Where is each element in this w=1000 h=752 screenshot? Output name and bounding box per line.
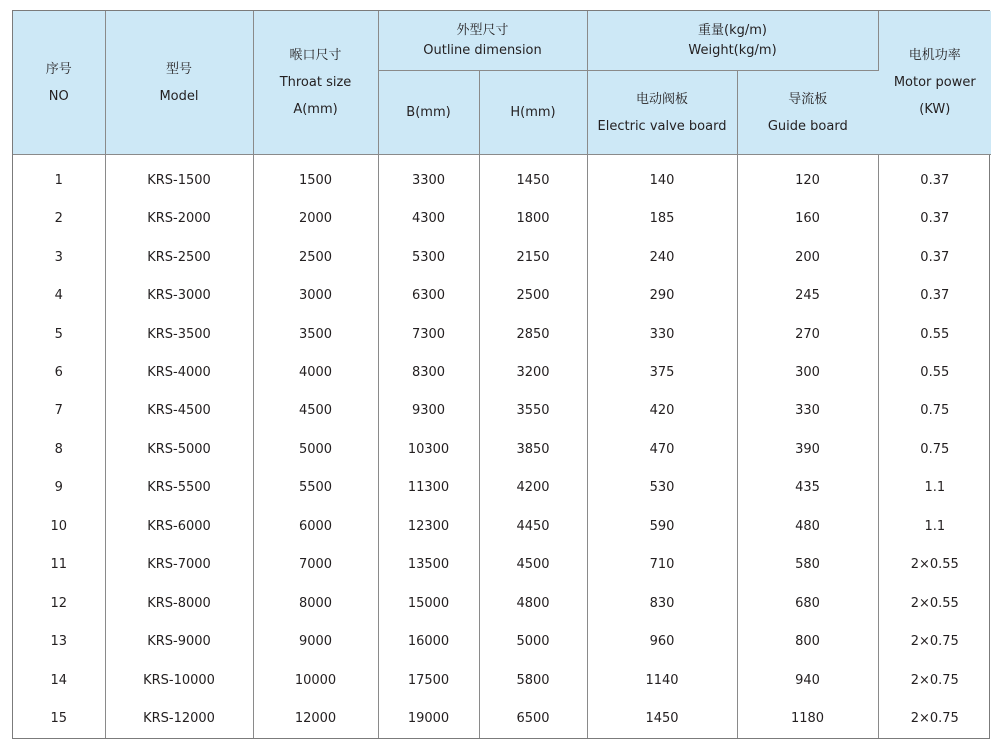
cell-weight-valve: 530 [587,469,737,507]
cell-model: KRS-7000 [105,546,253,584]
table-row [13,238,991,276]
cell-outline-h: 1800 [479,199,587,237]
cell-outline-b: 5300 [378,238,479,276]
cell-weight-guide: 480 [737,507,878,545]
cell-throat: 3500 [253,315,378,353]
cell-outline-b: 4300 [378,199,479,237]
cell-motor-power: 2×0.75 [910,634,959,650]
cell-outline-h: 2150 [479,238,587,276]
header-guide-en: Guide board [767,118,848,134]
cell-outline-h: 5000 [479,622,587,660]
header-throat-zh: 喉口尺寸 [289,48,342,63]
header-outline [378,11,587,71]
cell-weight-guide: 580 [737,546,878,584]
table-row [13,507,991,545]
cell-outline-b: 3300 [378,155,479,200]
cell-motor-power: 2×0.75 [910,672,959,688]
cell-motor-power: 0.55 [920,326,950,342]
cell-outline-b: 6300 [378,276,479,314]
cell-outline-b: 10300 [378,430,479,468]
table-row [13,199,991,237]
cell-model: KRS-3000 [105,276,253,314]
cell-outline-h: 3200 [479,353,587,391]
cell-throat: 8000 [253,584,378,622]
cell-outline-b: 7300 [378,315,479,353]
cell-throat: 5500 [253,469,378,507]
cell-weight-valve: 240 [587,238,737,276]
header-outline-en: Outline dimension [423,42,542,58]
cell-throat: 6000 [253,507,378,545]
cell-outline-b: 17500 [378,661,479,699]
cell-model: KRS-4500 [105,392,253,430]
cell-weight-guide: 120 [737,155,878,200]
cell-model: KRS-1500 [105,155,253,200]
cell-weight-valve: 330 [587,315,737,353]
table-row [13,155,991,200]
cell-outline-h: 4450 [479,507,587,545]
cell-throat: 3000 [253,276,378,314]
cell-throat: 10000 [253,661,378,699]
header-weight-valve [587,71,737,155]
cell-no: 12 [13,584,105,622]
cell-outline-b: 15000 [378,584,479,622]
cell-model: KRS-5500 [105,469,253,507]
cell-motor-power: 0.37 [920,249,950,265]
cell-no: 10 [13,507,105,545]
cell-throat: 2000 [253,199,378,237]
cell-no: 13 [13,622,105,660]
cell-outline-h: 5800 [479,661,587,699]
cell-model: KRS-4000 [105,353,253,391]
cell-weight-guide: 800 [737,622,878,660]
table-row [13,392,991,430]
header-throat-en: Throat size [279,75,352,90]
cell-outline-b: 12300 [378,507,479,545]
cell-no: 5 [13,315,105,353]
table-body [13,155,991,739]
cell-no: 7 [13,392,105,430]
cell-no: 15 [13,699,105,738]
cell-outline-b: 11300 [378,469,479,507]
cell-outline-b: 13500 [378,546,479,584]
cell-weight-valve: 590 [587,507,737,545]
cell-throat: 2500 [253,238,378,276]
header-guide-zh: 导流板 [788,91,828,107]
cell-motor-power: 0.75 [920,441,950,457]
cell-weight-valve: 290 [587,276,737,314]
cell-no: 8 [13,430,105,468]
cell-weight-valve: 470 [587,430,737,468]
cell-motor-power: 0.37 [920,288,950,304]
table-header [13,11,991,155]
cell-weight-guide: 330 [737,392,878,430]
header-no [13,11,105,155]
cell-model: KRS-8000 [105,584,253,622]
table-row [13,276,991,314]
cell-motor-power: 1.1 [924,518,946,534]
cell-no: 11 [13,546,105,584]
cell-model: KRS-2500 [105,238,253,276]
cell-weight-valve: 375 [587,353,737,391]
cell-no: 3 [13,238,105,276]
cell-outline-h: 4500 [479,546,587,584]
cell-model: KRS-10000 [105,661,253,699]
header-outline-h: H(mm) [479,71,587,155]
table-row [13,584,991,622]
header-no-en: NO [48,88,69,104]
header-outline-zh: 外型尺寸 [456,22,509,38]
cell-weight-valve: 830 [587,584,737,622]
table-row [13,661,991,699]
cell-motor-power: 2×0.75 [910,711,959,727]
header-weight-guide [737,71,878,155]
cell-no: 1 [13,155,105,200]
cell-motor-power: 0.55 [920,365,950,381]
cell-throat: 7000 [253,546,378,584]
cell-outline-h: 2500 [479,276,587,314]
cell-outline-b: 9300 [378,392,479,430]
header-throat-unit: A(mm) [293,102,338,117]
cell-outline-b: 16000 [378,622,479,660]
cell-model: KRS-3500 [105,315,253,353]
cell-weight-guide: 160 [737,199,878,237]
spec-table-frame [12,10,990,739]
cell-weight-valve: 420 [587,392,737,430]
table-row [13,430,991,468]
cell-throat: 9000 [253,622,378,660]
header-valve-en: Electric valve board [597,118,727,134]
header-motor [878,11,991,155]
cell-model: KRS-9000 [105,622,253,660]
cell-weight-guide: 940 [737,661,878,699]
cell-throat: 4500 [253,392,378,430]
cell-no: 4 [13,276,105,314]
header-model-zh: 型号 [165,61,192,77]
cell-weight-guide: 270 [737,315,878,353]
cell-motor-power: 0.37 [920,211,950,227]
cell-weight-valve: 185 [587,199,737,237]
table-row [13,353,991,391]
cell-outline-b: 19000 [378,699,479,738]
cell-outline-b: 8300 [378,353,479,391]
header-motor-unit: (KW) [919,102,951,117]
cell-motor-power: 0.37 [920,172,950,188]
cell-outline-h: 1450 [479,155,587,200]
cell-outline-h: 6500 [479,699,587,738]
cell-weight-guide: 200 [737,238,878,276]
cell-motor-power: 0.75 [920,403,950,419]
cell-weight-valve: 710 [587,546,737,584]
cell-outline-h: 3550 [479,392,587,430]
header-model-en: Model [159,88,199,104]
cell-model: KRS-5000 [105,430,253,468]
cell-weight-valve: 140 [587,155,737,200]
cell-motor-power: 2×0.55 [910,595,959,611]
table-row [13,315,991,353]
header-no-zh: 序号 [45,61,72,77]
table-row [13,546,991,584]
cell-weight-valve: 960 [587,622,737,660]
table-row [13,469,991,507]
cell-weight-guide: 390 [737,430,878,468]
cell-outline-h: 4800 [479,584,587,622]
cell-no: 14 [13,661,105,699]
cell-throat: 12000 [253,699,378,738]
header-outline-b: B(mm) [378,71,479,155]
cell-motor-power: 1.1 [924,480,946,496]
cell-motor-power: 2×0.55 [910,557,959,573]
cell-weight-guide: 245 [737,276,878,314]
cell-no: 2 [13,199,105,237]
table-row [13,699,991,738]
cell-outline-h: 2850 [479,315,587,353]
cell-throat: 1500 [253,155,378,200]
cell-weight-guide: 435 [737,469,878,507]
header-motor-zh: 电机功率 [908,48,961,63]
cell-model: KRS-2000 [105,199,253,237]
cell-weight-guide: 300 [737,353,878,391]
table-row [13,622,991,660]
header-motor-en: Motor power [893,75,976,90]
cell-weight-guide: 1180 [737,699,878,738]
cell-model: KRS-12000 [105,699,253,738]
cell-weight-valve: 1140 [587,661,737,699]
cell-outline-h: 3850 [479,430,587,468]
cell-model: KRS-6000 [105,507,253,545]
header-weight-en: Weight(kg/m) [688,42,777,58]
cell-no: 9 [13,469,105,507]
header-valve-zh: 电动阀板 [636,91,689,107]
cell-throat: 4000 [253,353,378,391]
header-weight [587,11,878,71]
header-model [105,11,253,155]
spec-table [13,11,991,738]
cell-outline-h: 4200 [479,469,587,507]
cell-throat: 5000 [253,430,378,468]
header-weight-zh: 重量(kg/m) [698,22,767,38]
header-throat [253,11,378,155]
cell-weight-valve: 1450 [587,699,737,738]
cell-no: 6 [13,353,105,391]
cell-weight-guide: 680 [737,584,878,622]
